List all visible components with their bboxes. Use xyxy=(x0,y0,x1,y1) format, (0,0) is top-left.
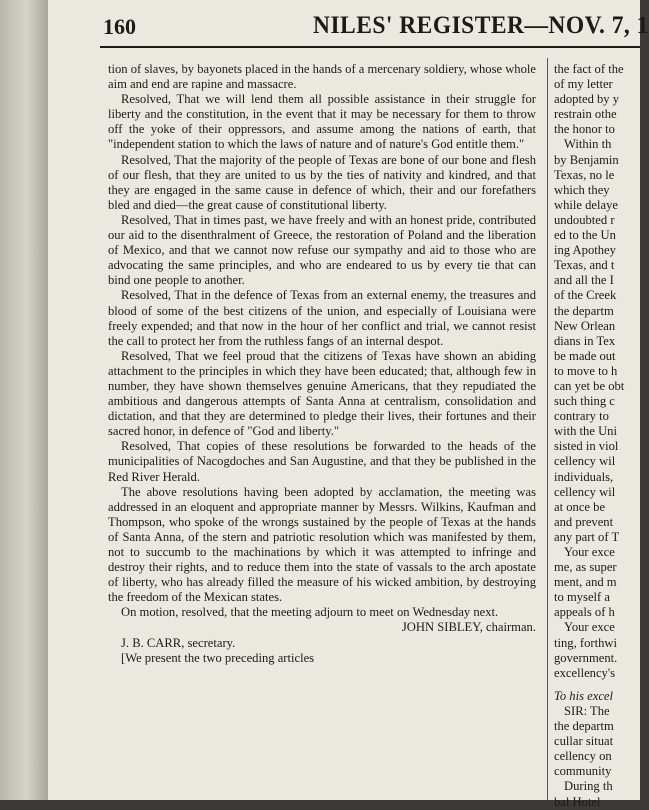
text-line: ing Apothey xyxy=(554,243,616,258)
text-line: to move to h xyxy=(554,363,618,378)
text-line: and all the I xyxy=(554,273,614,288)
text-line: restrain othe xyxy=(554,107,617,122)
paragraph: Resolved, That we feel proud that the citizens of Texas have shown an abiding attachment to the principles in which they have been educated; that, although few in number, they have shown themselves genuine Americans, that they repudiated the ambitious and dangerous attempts of Santa Anna at centralism, consolidation and dictation, and that they are determined to pledge their lives, their fortunes and their sacred honor, in defence of "God and liberty." xyxy=(108,348,536,439)
text-line: the departm xyxy=(554,303,614,318)
paragraph: Resolved, That copies of these resolutions be forwarded to the heads of the municipalities of Nacogdoches and San Augustine, and that they be published in the Red River Herald. xyxy=(108,439,536,484)
text-line: government. xyxy=(554,650,618,665)
text-line: individuals, xyxy=(554,469,614,484)
column-rule xyxy=(547,58,548,800)
newspaper-page xyxy=(48,0,649,809)
text-line: can yet be obt xyxy=(554,378,625,393)
text-line: ment, and m xyxy=(554,575,617,590)
text-line: Texas, and t xyxy=(554,258,615,273)
paragraph: tion of slaves, by bayonets placed in the hands of a mercenary soldiery, whose whole aim and end are rapine and massacre. xyxy=(108,62,536,92)
page-number: 160 xyxy=(103,14,136,39)
page-header xyxy=(48,10,649,44)
text-line: of my letter xyxy=(554,77,613,92)
text-line: cullar situat xyxy=(554,734,614,749)
text-line: Within th xyxy=(564,137,612,152)
text-line: Texas, no le xyxy=(554,167,615,182)
text-line: contrary to xyxy=(554,409,609,424)
text-line: cellency wil xyxy=(554,484,616,499)
paragraph: Resolved, That in times past, we have freely and with an honest pride, contributed our aid to the disenthralment of Greece, the restoration of Poland and the liberation of Mexico, and that we cannot now refuse our sympathy and aid to those who are advocating the same principles, and who are endeared to us by every tie that can bind one people to another. xyxy=(108,212,536,288)
paragraph: Resolved, That the majority of the people of Texas are bone of our bone and flesh of our flesh, that they are united to us by the ties of nativity and kindred, and that they are engaged in the same cause in defence of which, their and our forefathers bled and died—the great cause of constitutional liberty. xyxy=(108,152,536,212)
text-line: During th xyxy=(564,779,613,794)
paragraph: Resolved, That in the defence of Texas from an external enemy, the treasures and blood of some of the best citizens of the union, and especially of Louisiana were freely expended; and that now in the hour of her conflict and trial, we cannot resist the call to protect her from the ruthless fangs of an internal despot. xyxy=(108,288,536,348)
text-line: sisted in viol xyxy=(554,439,619,454)
paragraph: The above resolutions having been adopted by acclamation, the meeting was addressed in an eloquent and appropriate manner by Messrs. Wilkins, Kaufman and Thompson, who spoke of the wrongs sustained by the people of Texas at the hands of Santa Anna, of the stern and patriotic resolution which was manifested by them, not to succumb to the machinations by which it was attempted to infringe and destroy their rights, and to reduce them into the state of vassals to the arch apostate of liberty, who has already filled the measure of his wicked ambition, by destroying the freedom of the Mexican states. xyxy=(108,484,536,605)
text-line: appeals of h xyxy=(554,605,615,620)
text-line: cellency on xyxy=(554,749,612,764)
text-line: with the Uni xyxy=(554,424,617,439)
adjacent-page-edge xyxy=(0,0,48,800)
text-line: me, as super xyxy=(554,560,617,575)
text-line: Your exce xyxy=(564,620,615,635)
text-line: community xyxy=(554,764,612,779)
text-line: undoubted r xyxy=(554,212,615,227)
header-rule xyxy=(100,46,640,48)
right-column xyxy=(554,62,644,809)
text-line: To his excel xyxy=(554,688,613,703)
text-line: the honor to xyxy=(554,122,615,137)
text-line: while delaye xyxy=(554,197,618,212)
main-column xyxy=(108,62,536,800)
trailing-note: [We present the two preceding articles xyxy=(121,650,315,665)
text-line: the fact of the xyxy=(554,62,624,76)
text-line: at once be xyxy=(554,499,606,514)
secretary-signature: J. B. CARR, secretary. xyxy=(121,635,236,650)
masthead-title: NILES' REGISTER—NOV. 7, 1 xyxy=(313,12,649,39)
text-line: of the Creek xyxy=(554,288,617,303)
text-line: Your exce xyxy=(564,545,615,559)
text-line: which they xyxy=(554,182,610,197)
text-line: dians in Tex xyxy=(554,333,616,348)
text-line: the departm xyxy=(554,719,614,734)
text-line: excellency's xyxy=(554,665,616,680)
text-line: by Benjamin xyxy=(554,152,619,167)
paragraph: Resolved, That we will lend them all possible assistance in their struggle for liberty and the constitution, in the event that it may be necessary for them to throw off the yoke of their oppressors, and assume among the nations of earth, that "independent station to which the laws of nature and of nature's God entitle them." xyxy=(108,92,536,152)
text-line: adopted by y xyxy=(554,92,620,107)
text-line: be made out xyxy=(554,348,616,363)
text-line: SIR: The xyxy=(564,703,610,718)
chairman-name: JOHN SIBLEY, chairman. xyxy=(401,620,536,635)
text-line: New Orlean xyxy=(554,318,616,333)
text-line: and prevent xyxy=(554,514,614,529)
text-line: bal Hotel xyxy=(554,794,601,809)
text-line: ed to the Un xyxy=(554,228,616,243)
text-line: any part of T xyxy=(554,529,620,544)
text-line: to myself a xyxy=(554,590,610,605)
text-line: cellency wil xyxy=(554,454,616,469)
text-line: ting, forthwi xyxy=(554,635,617,650)
paragraph: On motion, resolved, that the meeting adjourn to meet on Wednesday next. xyxy=(121,605,499,620)
chairman-signature xyxy=(108,620,536,635)
text-line: such thing c xyxy=(554,394,615,409)
